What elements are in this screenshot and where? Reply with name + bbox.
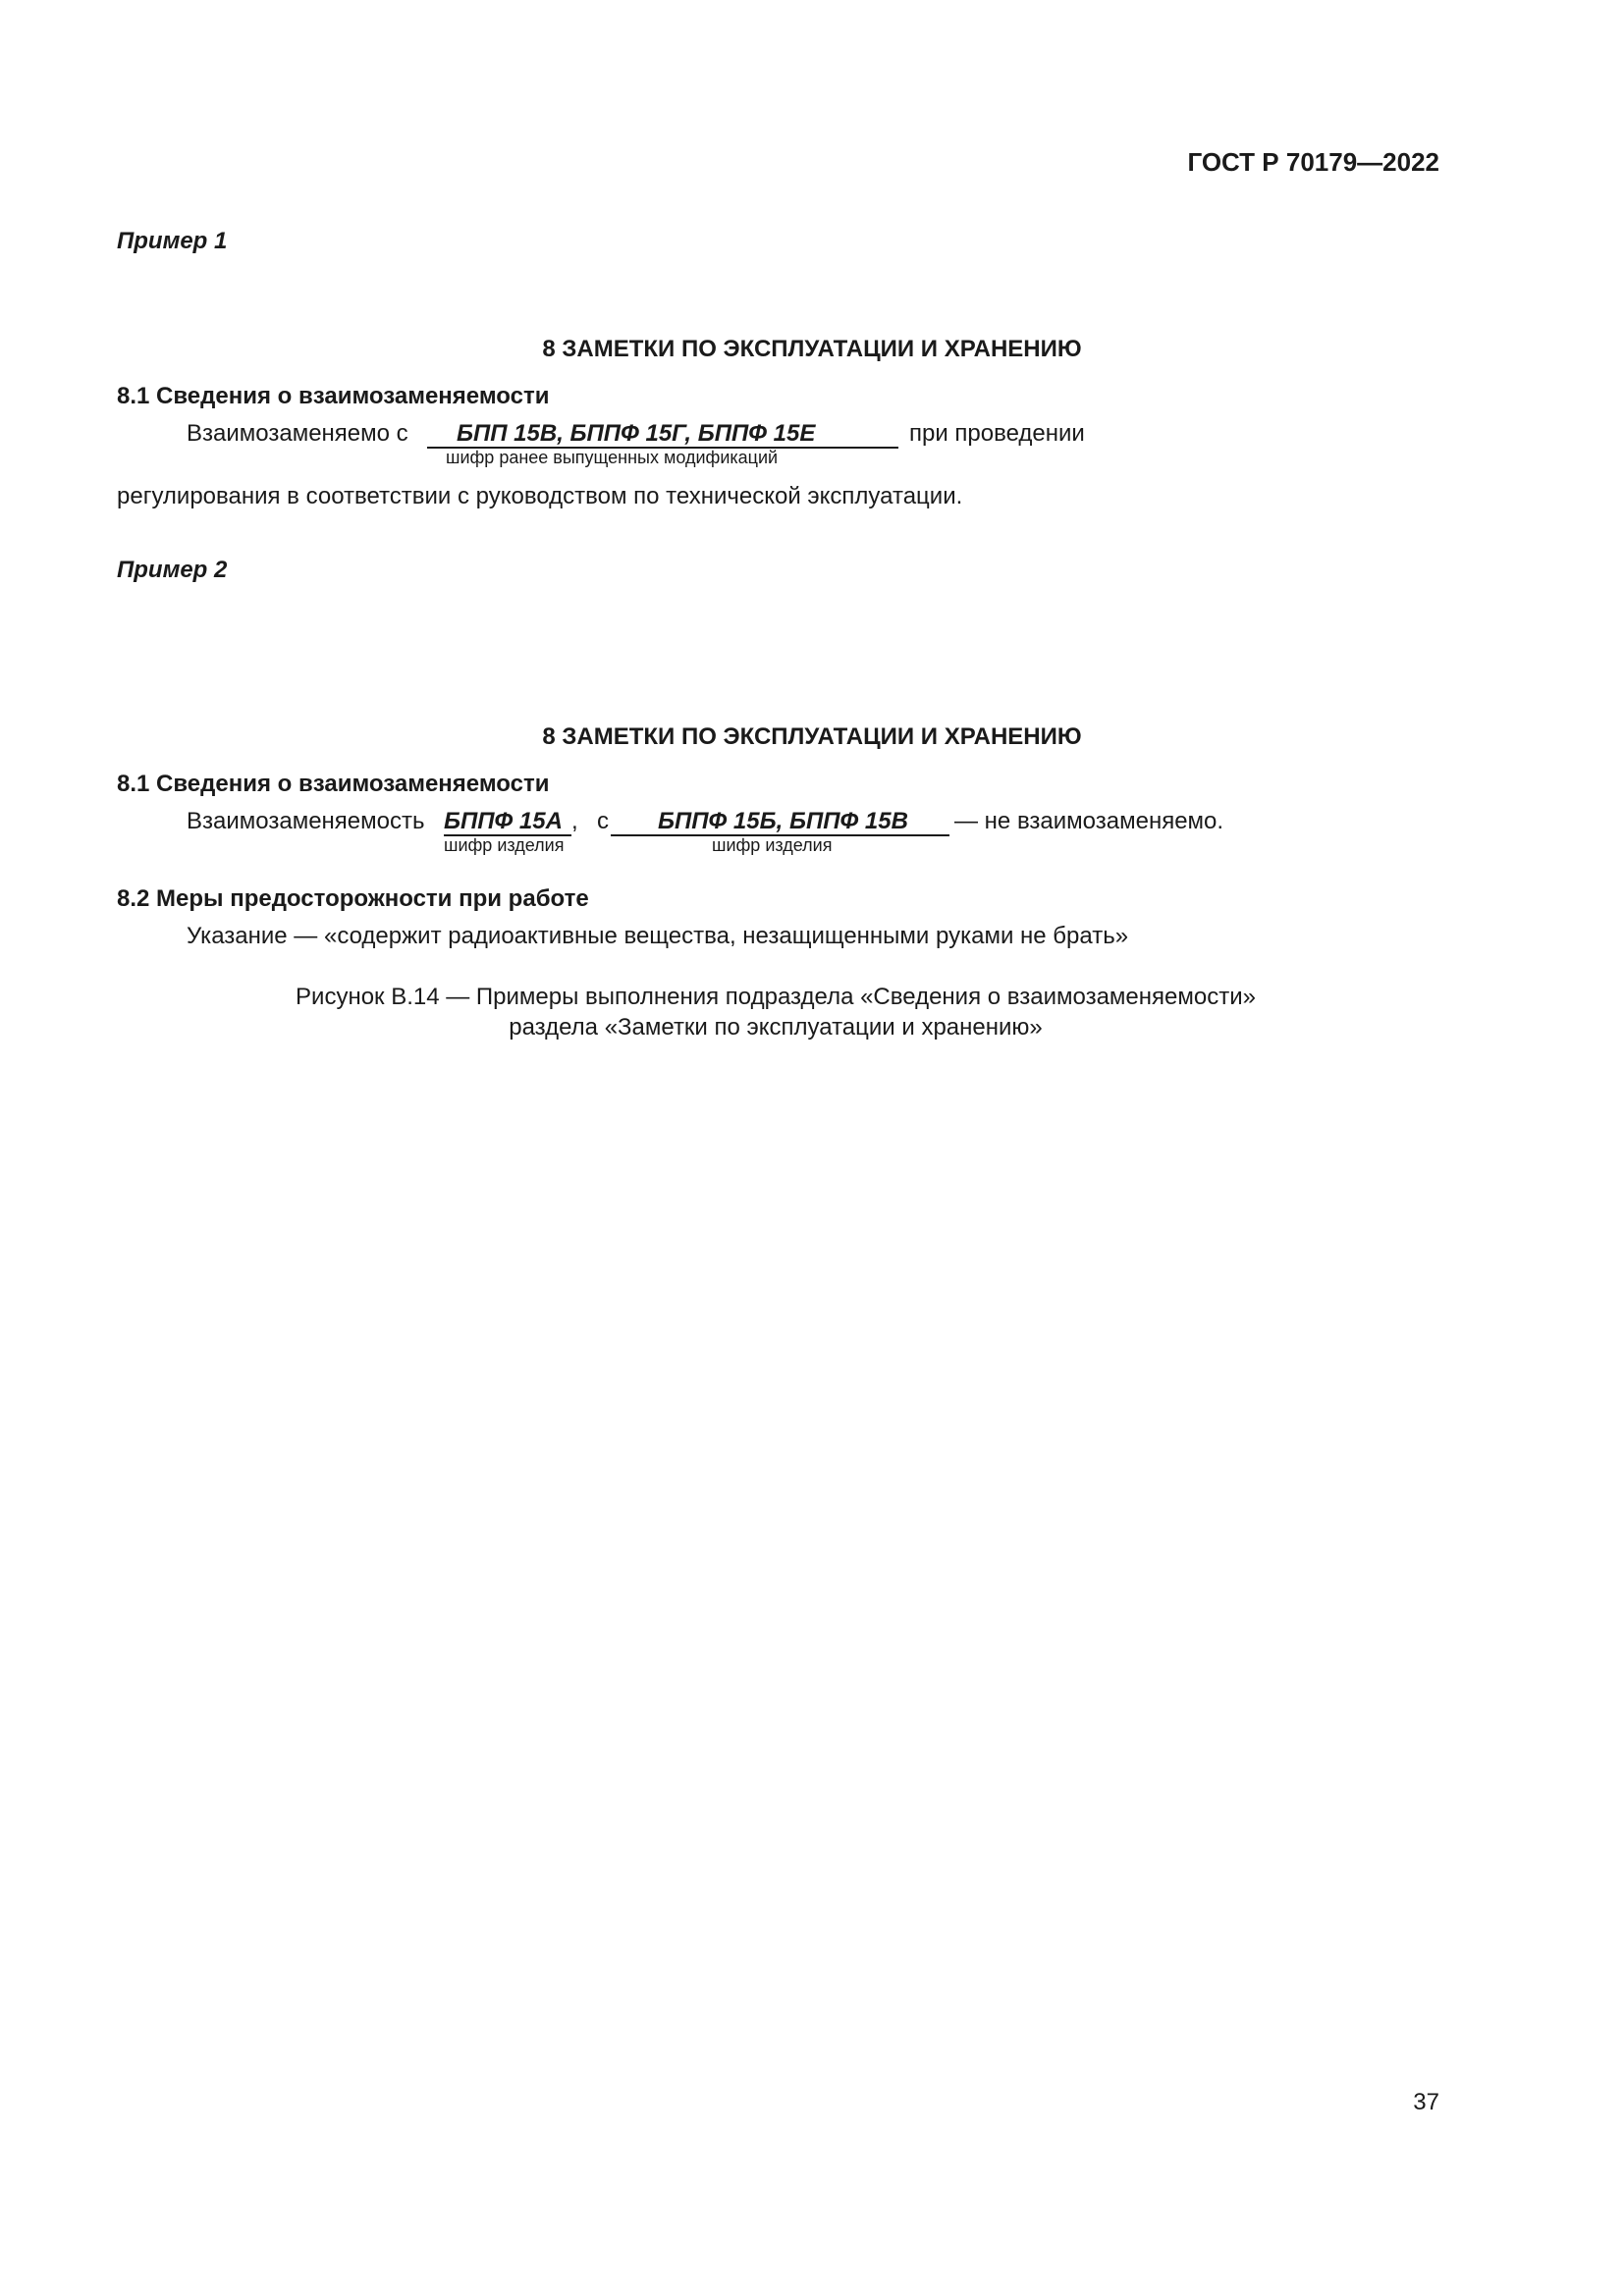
example-2-line-suffix: — не взаимозаменяемо. [954, 808, 1224, 834]
example-2-field-caption-2: шифр изделия [712, 835, 833, 855]
example-2-filled-value-2: БППФ 15Б, БППФ 15В [658, 808, 908, 834]
example-2-label: Пример 2 [117, 557, 228, 583]
example-2-line-prefix: Взаимозаменяемость [187, 808, 425, 834]
example-2-filled-value-1: БППФ 15А [444, 808, 563, 834]
figure-caption-line-2: раздела «Заметки по эксплуатации и хранению» [509, 1014, 1043, 1041]
example-1-subsection-title: 8.1 Сведения о взаимозаменяемости [117, 383, 550, 409]
example-2-subsection-1-title: 8.1 Сведения о взаимозаменяемости [117, 771, 550, 797]
document-header: ГОСТ Р 70179—2022 [1187, 147, 1439, 177]
example-2-subsection-2-title: 8.2 Меры предосторожности при работе [117, 885, 589, 912]
example-2-connector: с [597, 808, 609, 834]
example-1-line-suffix: при проведении [909, 420, 1085, 447]
page-number: 37 [1413, 2089, 1439, 2115]
example-1-field-caption: шифр ранее выпущенных модификаций [446, 448, 779, 467]
example-2-field-caption-1: шифр изделия [444, 835, 565, 855]
example-1-filled-value: БПП 15В, БППФ 15Г, БППФ 15Е [457, 420, 816, 447]
example-1-label: Пример 1 [117, 228, 228, 254]
example-2-comma: , [571, 808, 578, 834]
example-1-line-prefix: Взаимозаменяемо с [187, 420, 408, 447]
example-2-notice: Указание — «содержит радиоактивные вещества, незащищенными руками не брать» [187, 923, 1129, 949]
figure-caption-line-1: Рисунок В.14 — Примеры выполнения подраздела «Сведения о взаимозаменяемости» [296, 984, 1256, 1010]
example-1-line-2: регулирования в соответствии с руководством по технической эксплуатации. [117, 483, 963, 509]
example-1-section-title: 8 ЗАМЕТКИ ПО ЭКСПЛУАТАЦИИ И ХРАНЕНИЮ [542, 336, 1082, 362]
example-2-section-title: 8 ЗАМЕТКИ ПО ЭКСПЛУАТАЦИИ И ХРАНЕНИЮ [542, 723, 1082, 750]
